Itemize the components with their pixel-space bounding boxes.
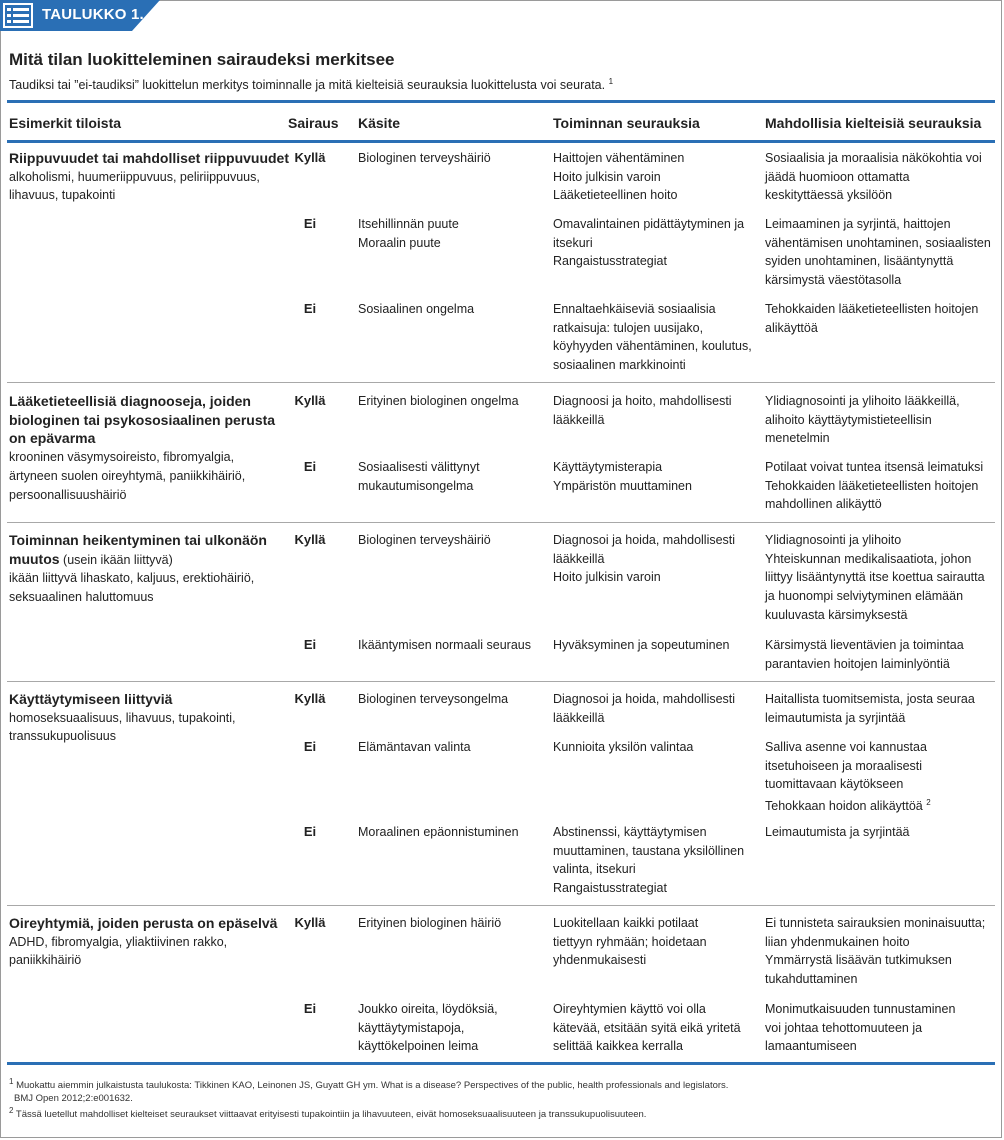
toiminta-cell: Kunnioita yksilön valintaa: [553, 740, 694, 754]
table-bottom-rule: [7, 1062, 995, 1065]
toiminta-cell: Hyväksyminen ja sopeutuminen: [553, 638, 730, 652]
kasite-cell: Elämäntavan valinta: [358, 740, 471, 754]
sairaus-value: Ei: [303, 637, 317, 652]
tab-label: TAULUKKO 1.: [42, 6, 144, 23]
kasite-cell: Biologinen terveysongelma: [358, 692, 509, 706]
group-divider: [7, 522, 995, 523]
kasite-cell: Sosiaalisesti välittynyt mukautumisongelma: [358, 460, 480, 493]
group-examples: transsukupuolisuus: [9, 729, 117, 744]
group-cell: [9, 392, 275, 504]
sairaus-value: Kyllä: [294, 393, 326, 408]
sairaus-value: Kyllä: [294, 532, 326, 547]
kielteiset-cell: Ylidiagnosointi ja ylihoito Yhteiskunnan medikalisaatiota, johon liittyy lisääntynyttä itse koettua sairautta ja huonompi selviytyminen elämään kuuluvasta kärsimyksestä: [765, 533, 985, 622]
group-category: Toiminnan heikentyminen tai ulkonäön muutos (usein ikään liittyvä): [9, 532, 267, 567]
table-title: Mitä tilan luokitteleminen sairaudeksi merkitsee: [9, 50, 395, 69]
group-examples: persoonallisuushäiriö: [9, 487, 127, 502]
footnote-1: $^1$ Muokattu aiemmin julkaistusta taulukosta: Tikkinen KAO, Leinonen JS, Guyatt GH ym. What is a disease? Perspectives of the public, health professionals and legislators. BMJ Open 2012;2:e001632.: [9, 1077, 729, 1105]
kasite-cell: Ikääntymisen normaali seuraus: [358, 638, 531, 652]
subtitle-footnote-ref: 1: [608, 77, 614, 86]
sairaus-value: Kyllä: [294, 915, 326, 930]
sairaus-value: Ei: [303, 739, 317, 754]
footnote-2: $^2$ Tässä luetellut mahdolliset kielteiset seuraukset viittaavat erityisesti tupakointiin ja lihavuuteen, eivät homoseksuaalisuuteen ja transsukupuolisuuteen.: [9, 1106, 647, 1121]
toiminta-cell: Abstinenssi, käyttäytymisen muuttaminen, taustana yksilöllinen valinta, itsekuri Rangaistusstrategiat: [553, 825, 745, 896]
table-tab: [0, 0, 170, 31]
toiminta-cell: Ennaltaehkäiseviä sosiaalisia ratkaisuja: tulojen uusijako, köyhyyden vähentäminen, koulutus, sosiaalinen markkinointi: [553, 302, 752, 373]
kielteiset-cell: Salliva asenne voi kannustaa itsetuhoiseen ja moraalisesti tuomittavaan käytökseen Tehokkaan hoidon alikäyttöä $^2$: [765, 740, 931, 814]
subtitle-text: Taudiksi tai ”ei-taudiksi” luokittelun merkitys toiminnalle ja mitä kielteisiä seurauksia luokittelusta voi seurata.: [9, 78, 606, 93]
column-header-examples: Esimerkit tiloista: [9, 115, 122, 131]
group-examples: seksuaalinen haluttomuus: [9, 590, 154, 605]
group-divider: [7, 681, 995, 682]
kasite-cell: Biologinen terveyshäiriö: [358, 533, 491, 547]
kielteiset-cell: Kärsimystä lieventävien ja toimintaa parantavien hoitojen laiminlyöntiä: [765, 638, 964, 671]
kielteiset-cell: Ei tunnisteta sairauksien moninaisuutta; liian yhdenmukainen hoito Ymmärrystä lisäävän tutkimuksen tukahduttaminen: [765, 916, 986, 987]
group-divider: [7, 382, 995, 383]
sairaus-value: Ei: [303, 216, 317, 231]
header-top-rule: [7, 100, 995, 103]
sairaus-value: Ei: [303, 1001, 317, 1016]
table-subtitle: [9, 77, 613, 92]
column-header-kielteiset: Mahdollisia kielteisiä seurauksia: [765, 115, 982, 131]
group-cell: [9, 914, 277, 970]
group-examples: lihavuus, tupakointi: [9, 188, 116, 203]
group-examples: ikään liittyvä lihaskato, kaljuus, erektiohäiriö,: [9, 571, 255, 586]
toiminta-cell: Diagnoosi ja hoito, mahdollisesti lääkkeillä: [553, 394, 732, 427]
kielteiset-cell: Ylidiagnosointi ja ylihoito lääkkeillä, alihoito käyttäytymistieteellisin menetelmin: [765, 394, 960, 446]
footnote-ref: 2: [926, 798, 931, 808]
group-examples: ADHD, fibromyalgia, yliaktiivinen rakko,: [9, 934, 228, 949]
column-header-kasite: Käsite: [358, 115, 401, 131]
header-bottom-rule: [7, 140, 995, 143]
toiminta-cell: Käyttäytymisterapia Ympäristön muuttaminen: [553, 460, 692, 493]
group-category: Lääketieteellisiä diagnooseja, joiden biologinen tai psykososiaalinen perusta on epävarma: [9, 393, 276, 447]
kasite-cell: Joukko oireita, löydöksiä, käyttäytymistapoja, käyttökelpoinen leima: [358, 1002, 498, 1054]
toiminta-cell: Diagnosoi ja hoida, mahdollisesti lääkkeillä: [553, 692, 736, 725]
kielteiset-cell: Leimautumista ja syrjintää: [765, 825, 910, 839]
sairaus-value: Kyllä: [294, 691, 326, 706]
column-header-toiminta: Toiminnan seurauksia: [553, 115, 700, 131]
kielteiset-cell: Leimaaminen ja syrjintä, haittojen vähentämisen unohtaminen, sosiaalisten syiden unohtaminen, lisääntynyttä kärsimystä väestötasolla: [765, 217, 991, 288]
toiminta-cell: Diagnosoi ja hoida, mahdollisesti lääkkeillä Hoito julkisin varoin: [553, 533, 736, 585]
kasite-cell: Biologinen terveyshäiriö: [358, 151, 491, 165]
kasite-cell: Erityinen biologinen häiriö: [358, 916, 502, 930]
toiminta-cell: Omavalintainen pidättäytyminen ja itsekuri Rangaistusstrategiat: [553, 217, 745, 269]
group-examples: homoseksuaalisuus, lihavuus, tupakointi,: [9, 710, 236, 725]
sairaus-value: Ei: [303, 459, 317, 474]
group-examples: paniikkihäiriö: [9, 953, 82, 968]
table-list-icon: [3, 3, 33, 28]
kasite-cell: Itsehillinnän puute Moraalin puute: [358, 217, 459, 250]
group-category: Oireyhtymiä, joiden perusta on epäselvä: [9, 915, 278, 931]
kielteiset-cell: Monimutkaisuuden tunnustaminen voi johtaa tehottomuuteen ja lamaantumiseen: [765, 1002, 956, 1054]
group-category: Riippuvuudet tai mahdolliset riippuvuudet: [9, 150, 290, 166]
group-cell: [9, 149, 289, 205]
group-cell: [9, 690, 236, 746]
kielteiset-cell: Potilaat voivat tuntea itsensä leimatuksi Tehokkaiden lääketieteellisten hoitojen mahdollinen alikäyttö: [765, 460, 984, 512]
group-examples: ärtyneen suolen oireyhtymä, paniikkihäiriö,: [9, 468, 246, 483]
category-note: (usein ikään liittyvä): [59, 552, 173, 567]
kielteiset-cell: Haitallista tuomitsemista, josta seuraa leimautumista ja syrjintää: [765, 692, 975, 725]
kasite-cell: Erityinen biologinen ongelma: [358, 394, 519, 408]
group-examples: alkoholismi, huumeriippuvuus, peliriippuvuus,: [9, 169, 260, 184]
group-category: Käyttäytymiseen liittyviä: [9, 691, 173, 707]
kasite-cell: Moraalinen epäonnistuminen: [358, 825, 519, 839]
column-header-sairaus: Sairaus: [288, 115, 339, 131]
group-cell: [9, 531, 267, 607]
kielteiset-cell: Sosiaalisia ja moraalisia näkökohtia voi jäädä huomioon ottamatta keskityttäessä yksilöön: [765, 151, 982, 203]
group-examples: krooninen väsymysoireisto, fibromyalgia,: [9, 450, 235, 465]
toiminta-cell: Oireyhtymien käyttö voi olla kätevää, etsitään syitä eikä yritetä selittää kaikkea kerralla: [553, 1002, 741, 1054]
kielteiset-cell: Tehokkaiden lääketieteellisten hoitojen alikäyttöä: [765, 302, 979, 335]
toiminta-cell: Haittojen vähentäminen Hoito julkisin varoin Lääketieteellinen hoito: [553, 151, 685, 203]
sairaus-value: Kyllä: [294, 150, 326, 165]
group-divider: [7, 905, 995, 906]
kasite-cell: Sosiaalinen ongelma: [358, 302, 475, 316]
toiminta-cell: Luokitellaan kaikki potilaat tiettyyn ryhmään; hoidetaan yhdenmukaisesti: [553, 916, 707, 968]
sairaus-value: Ei: [303, 824, 317, 839]
sairaus-value: Ei: [303, 301, 317, 316]
